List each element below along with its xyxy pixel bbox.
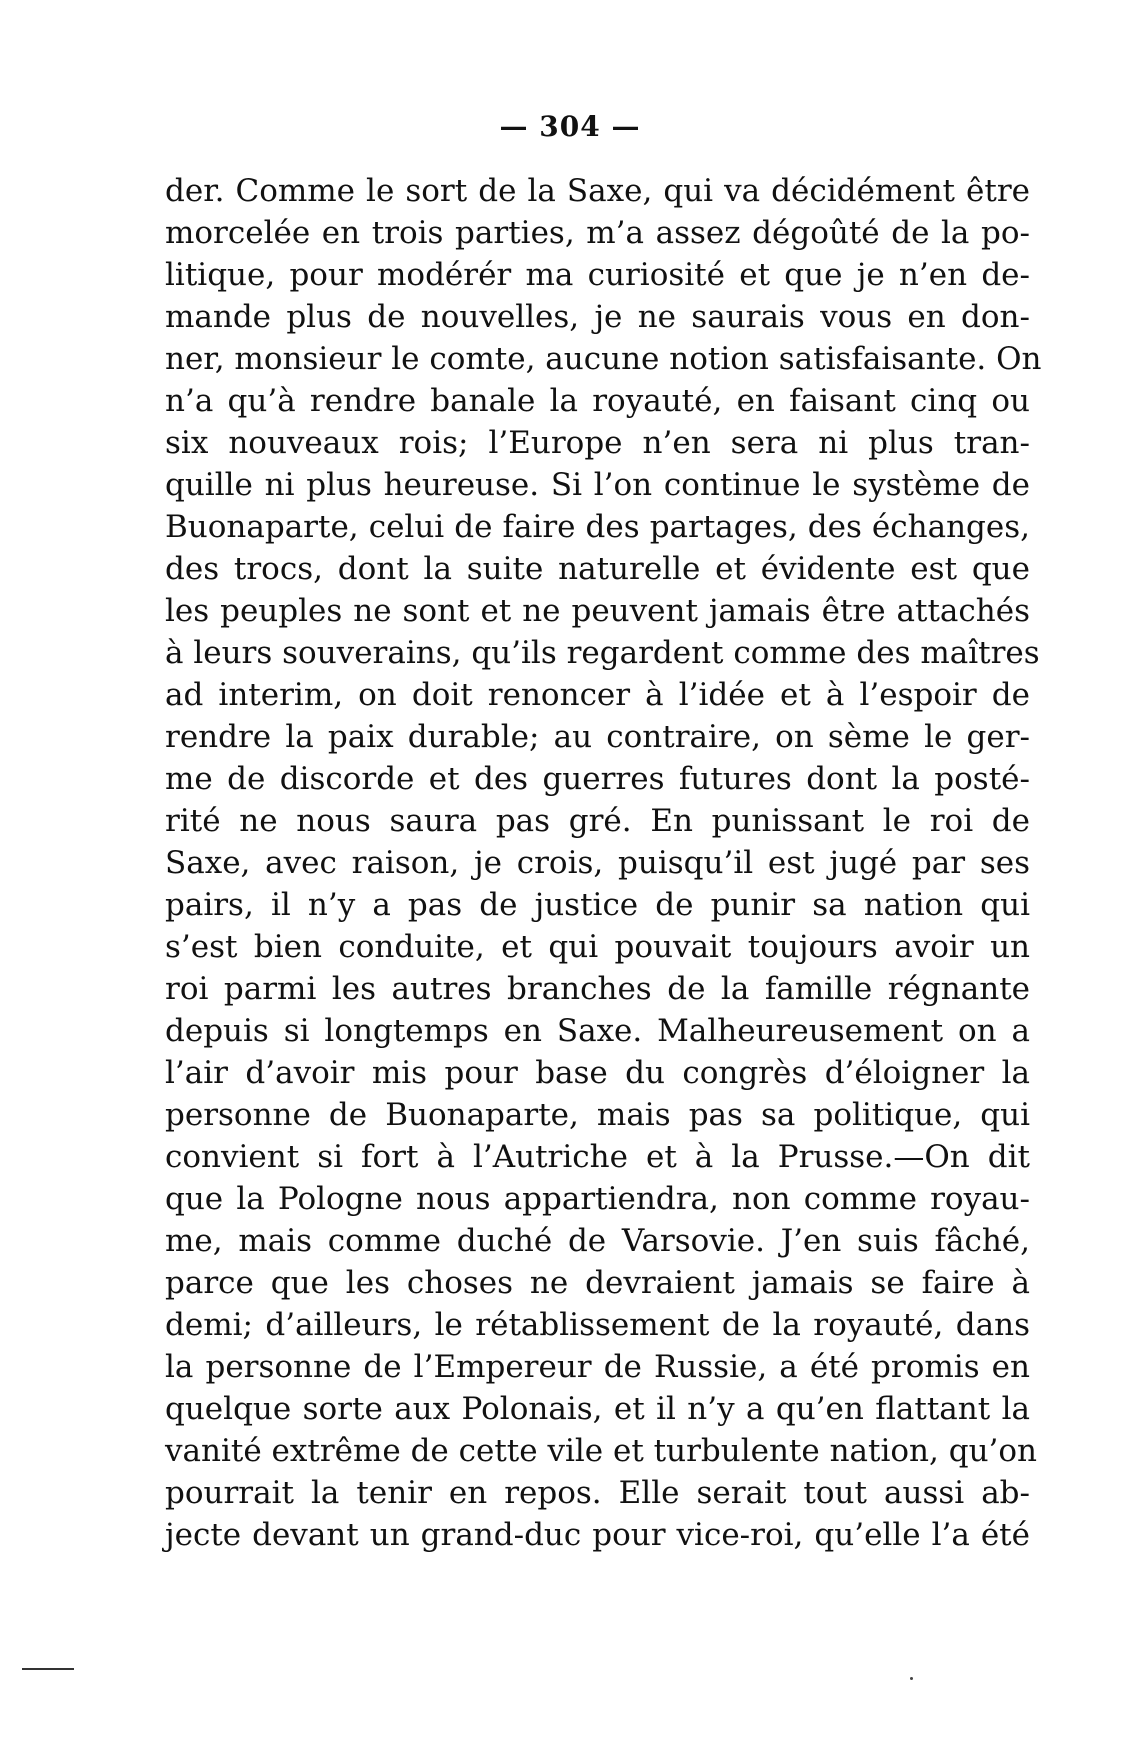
margin-scan-mark <box>22 1668 74 1670</box>
page-number: — 304 — <box>499 110 641 143</box>
text-line: roi parmi les autres branches de la famille régnante <box>165 971 1030 1007</box>
text-line: personne de Buonaparte, mais pas sa politique, qui <box>165 1097 1030 1133</box>
text-line: quille ni plus heureuse. Si l’on continue le système de <box>165 467 1030 503</box>
text-line: morcelée en trois parties, m’a assez dégoûté de la po- <box>165 215 1030 251</box>
text-line: des trocs, dont la suite naturelle et évidente est que <box>165 551 1030 587</box>
text-line: s’est bien conduite, et qui pouvait toujours avoir un <box>165 929 1030 965</box>
text-line: n’a qu’à rendre banale la royauté, en faisant cinq ou <box>165 383 1030 419</box>
text-line: Buonaparte, celui de faire des partages, des échanges, <box>165 509 1030 545</box>
text-line: ner, monsieur le comte, aucune notion satisfaisante. On <box>165 341 1042 377</box>
text-line: à leurs souverains, qu’ils regardent comme des maîtres <box>165 635 1040 671</box>
text-line: l’air d’avoir mis pour base du congrès d’éloigner la <box>165 1055 1030 1091</box>
text-line: convient si fort à l’Autriche et à la Prusse.—On dit <box>165 1139 1030 1175</box>
text-line: vanité extrême de cette vile et turbulente nation, qu’on <box>165 1433 1038 1469</box>
text-line: Saxe, avec raison, je crois, puisqu’il est jugé par ses <box>165 845 1030 881</box>
text-line: que la Pologne nous appartiendra, non comme royau- <box>165 1181 1030 1217</box>
text-line: parce que les choses ne devraient jamais se faire à <box>165 1265 1030 1301</box>
text-line: six nouveaux rois; l’Europe n’en sera ni plus tran- <box>165 425 1030 461</box>
text-line: der. Comme le sort de la Saxe, qui va décidément être <box>165 173 1030 209</box>
text-line: litique, pour modérér ma curiosité et que je n’en de- <box>165 257 1030 293</box>
text-line: mande plus de nouvelles, je ne saurais vous en don- <box>165 299 1030 335</box>
text-line: me, mais comme duché de Varsovie. J’en suis fâché, <box>165 1223 1030 1259</box>
text-line: rité ne nous saura pas gré. En punissant le roi de <box>165 803 1030 839</box>
text-line: depuis si longtemps en Saxe. Malheureusement on a <box>165 1013 1030 1049</box>
text-line: les peuples ne sont et ne peuvent jamais être attachés <box>165 593 1030 629</box>
text-line: quelque sorte aux Polonais, et il n’y a qu’en flattant la <box>165 1391 1030 1427</box>
text-line: demi; d’ailleurs, le rétablissement de la royauté, dans <box>165 1307 1030 1343</box>
text-line: pourrait la tenir en repos. Elle serait tout aussi ab- <box>165 1475 1030 1511</box>
text-line: jecte devant un grand-duc pour vice-roi, qu’elle l’a été <box>165 1517 1030 1553</box>
body-text <box>165 170 1042 1556</box>
text-line: ad interim, on doit renoncer à l’idée et à l’espoir de <box>165 677 1030 713</box>
text-line: la personne de l’Empereur de Russie, a été promis en <box>165 1349 1030 1385</box>
scan-speck <box>910 1677 913 1680</box>
text-line: me de discorde et des guerres futures dont la posté- <box>165 761 1030 797</box>
text-line: rendre la paix durable; au contraire, on sème le ger- <box>165 719 1030 755</box>
text-line: pairs, il n’y a pas de justice de punir sa nation qui <box>165 887 1030 923</box>
